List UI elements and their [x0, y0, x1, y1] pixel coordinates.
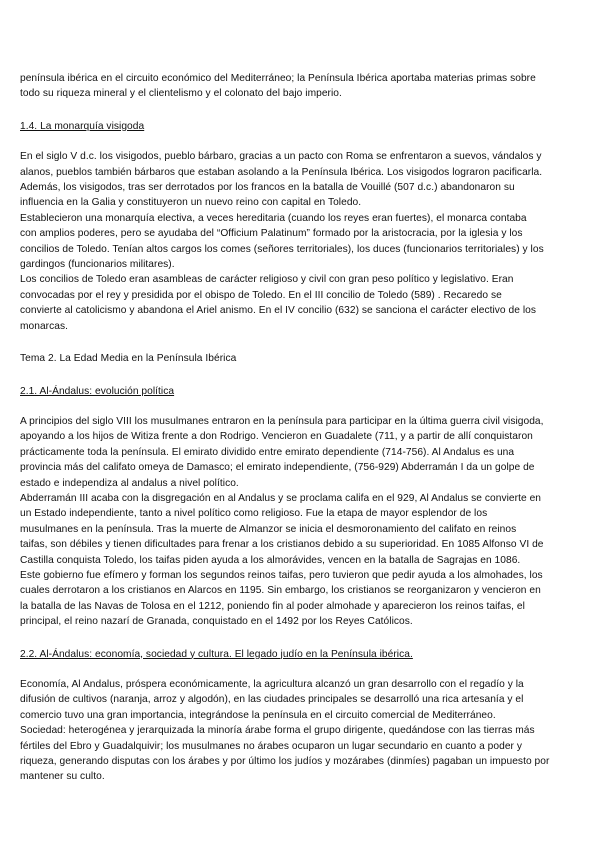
paragraph-line: Además, los visigodos, tras ser derrotados por los francos en la batalla de Vouillé (507 d.c.) abandonaron su	[20, 182, 515, 194]
paragraph-line: todo su riqueza mineral y el clientelismo y el colonato del bajo imperio.	[20, 88, 342, 100]
paragraph-line: Este gobierno fue efímero y forman los segundos reinos taifas, pero tuvieron que pedir ayuda a los almohades, los	[20, 569, 543, 581]
paragraph-line: difusión de cultivos (naranja, arroz y algodón), en las ciudades principales se desarrolló una rica artesanía y el	[20, 694, 524, 706]
section-heading-2-1: 2.1. Al-Ándalus: evolución política	[20, 385, 175, 397]
paragraph-line: riqueza, generando disputas con los árabes y por último los judíos y mozárabes (dinmíes) pagaban un impuesto por	[20, 756, 550, 768]
paragraph-line: mantener su culto.	[20, 771, 105, 783]
paragraph-line: la batalla de las Navas de Tolosa en el 1212, poniendo fin al poder almohade y aparecieron los reinos taifas, el	[20, 600, 525, 612]
paragraph-line: fértiles del Ebro y Guadalquivir; los musulmanes no árabes ocuparon un lugar secundario en cuanto a poder y	[20, 740, 522, 752]
paragraph-line: concilios de Toledo. Tenían altos cargos los comes (señores territoriales), los duces (funcionarios territoriales) y los	[20, 243, 544, 255]
al-andalus-politica-paragraph	[20, 414, 592, 630]
paragraph-line: taifas, son débiles y tienen dificultades para frenar a los cristianos debido a su superioridad. En 1085 Alfonso VI de	[20, 539, 544, 551]
paragraph-line: A principios del siglo VIII los musulmanes entraron en la península para participar en la última guerra civil visigoda,	[20, 415, 544, 427]
paragraph-line: alanos, pueblos también bárbaros que estaban asolando a la Península Ibérica. Los visigodos lograron pacificarla.	[20, 166, 543, 178]
paragraph-line: principal, el reino nazarí de Granada, conquistado en el 1492 por los Reyes Católicos.	[20, 616, 413, 628]
paragraph-line: comercio tuvo una gran importancia, integrándose la península en el circuito comercial de Mediterráneo.	[20, 709, 496, 721]
paragraph-line: convierte al catolicismo y abandona el Ariel anismo. En el IV concilio (632) se sanciona el carácter electivo de los	[20, 305, 537, 317]
section-heading-1-4: 1.4. La monarquía visigoda	[20, 120, 145, 132]
paragraph-line: En el siglo V d.c. los visigodos, pueblo bárbaro, gracias a un pacto con Roma se enfrentaron a suevos, vándalos y	[20, 151, 542, 163]
paragraph-line: estado e independiza al andalus a nivel político.	[20, 477, 239, 489]
al-andalus-economia-paragraph	[20, 677, 592, 785]
paragraph-line: península ibérica en el circuito económico del Mediterráneo; la Península Ibérica aportaba materias primas sobre	[20, 73, 536, 84]
paragraph-line: Economía, Al Andalus, próspera económicamente, la agricultura alcanzó un gran desarrollo con el regadío y la	[20, 679, 524, 690]
paragraph-line: Establecieron una monarquía electiva, a veces hereditaria (cuando los reyes eran fuertes), el monarca contaba	[20, 212, 527, 224]
paragraph-line: convocadas por el rey y presidida por el obispo de Toledo. En el III concilio de Toledo (589) . Recaredo se	[20, 289, 502, 301]
paragraph-line: gardingos (funcionarios militares).	[20, 259, 175, 271]
section-heading-2-2: 2.2. Al-Ándalus: economía, sociedad y cultura. El legado judío en la Península ibérica.	[20, 648, 413, 660]
document-page	[20, 71, 592, 785]
paragraph-line: Los concilios de Toledo eran asambleas de carácter religioso y civil con gran peso político y legislativo. Eran	[20, 274, 514, 286]
paragraph-line: cuales derrotaron a los cristianos en Alarcos en 1195. Sin embargo, los cristianos se reorganizaron y vencieron en	[20, 585, 541, 597]
paragraph-line: prácticamente toda la península. El emirato dividido entre emirato dependiente (714-756). Al Andalus es una	[20, 446, 515, 458]
paragraph-line: influencia en la Galia y constituyeron un nuevo reino con capital en Toledo.	[20, 197, 362, 209]
paragraph-line: apoyando a los hijos de Witiza frente a don Rodrigo. Vencieron en Guadalete (711, y a partir de allí conquistaron	[20, 431, 533, 443]
tema-2-heading: Tema 2. La Edad Media en la Península Ibérica	[20, 353, 237, 365]
visigoda-paragraph	[20, 149, 592, 334]
paragraph-line: provincia más del califato omeya de Damasco; el emirato independiente, (756-929) Abderramán I da un golpe de	[20, 462, 535, 474]
paragraph-line: Sociedad: heterogénea y jerarquizada la minoría árabe forma el grupo dirigente, quedándose con las tierras más	[20, 725, 535, 737]
paragraph-line: musulmanes en la península. Tras la muerte de Almanzor se inicia el desmoronamiento del califato en reinos	[20, 523, 517, 535]
paragraph-line: Abderramán III acaba con la disgregación en al Andalus y se proclama califa en el 929, Al Andalus se convierte en	[20, 492, 542, 504]
intro-paragraph	[20, 71, 592, 102]
paragraph-line: monarcas.	[20, 320, 69, 332]
paragraph-line: Castilla conquista Toledo, los taifas piden ayuda a los almorávides, vencen en la batalla de Sagrajas en 1086.	[20, 554, 521, 566]
paragraph-line: un Estado independiente, tanto a nivel político como religioso. Fue la etapa de mayor esplendor de los	[20, 508, 488, 520]
paragraph-line: con amplios poderes, pero se ayudaba del “Officium Palatinum” formado por la aristocracia, por la iglesia y los	[20, 228, 523, 240]
